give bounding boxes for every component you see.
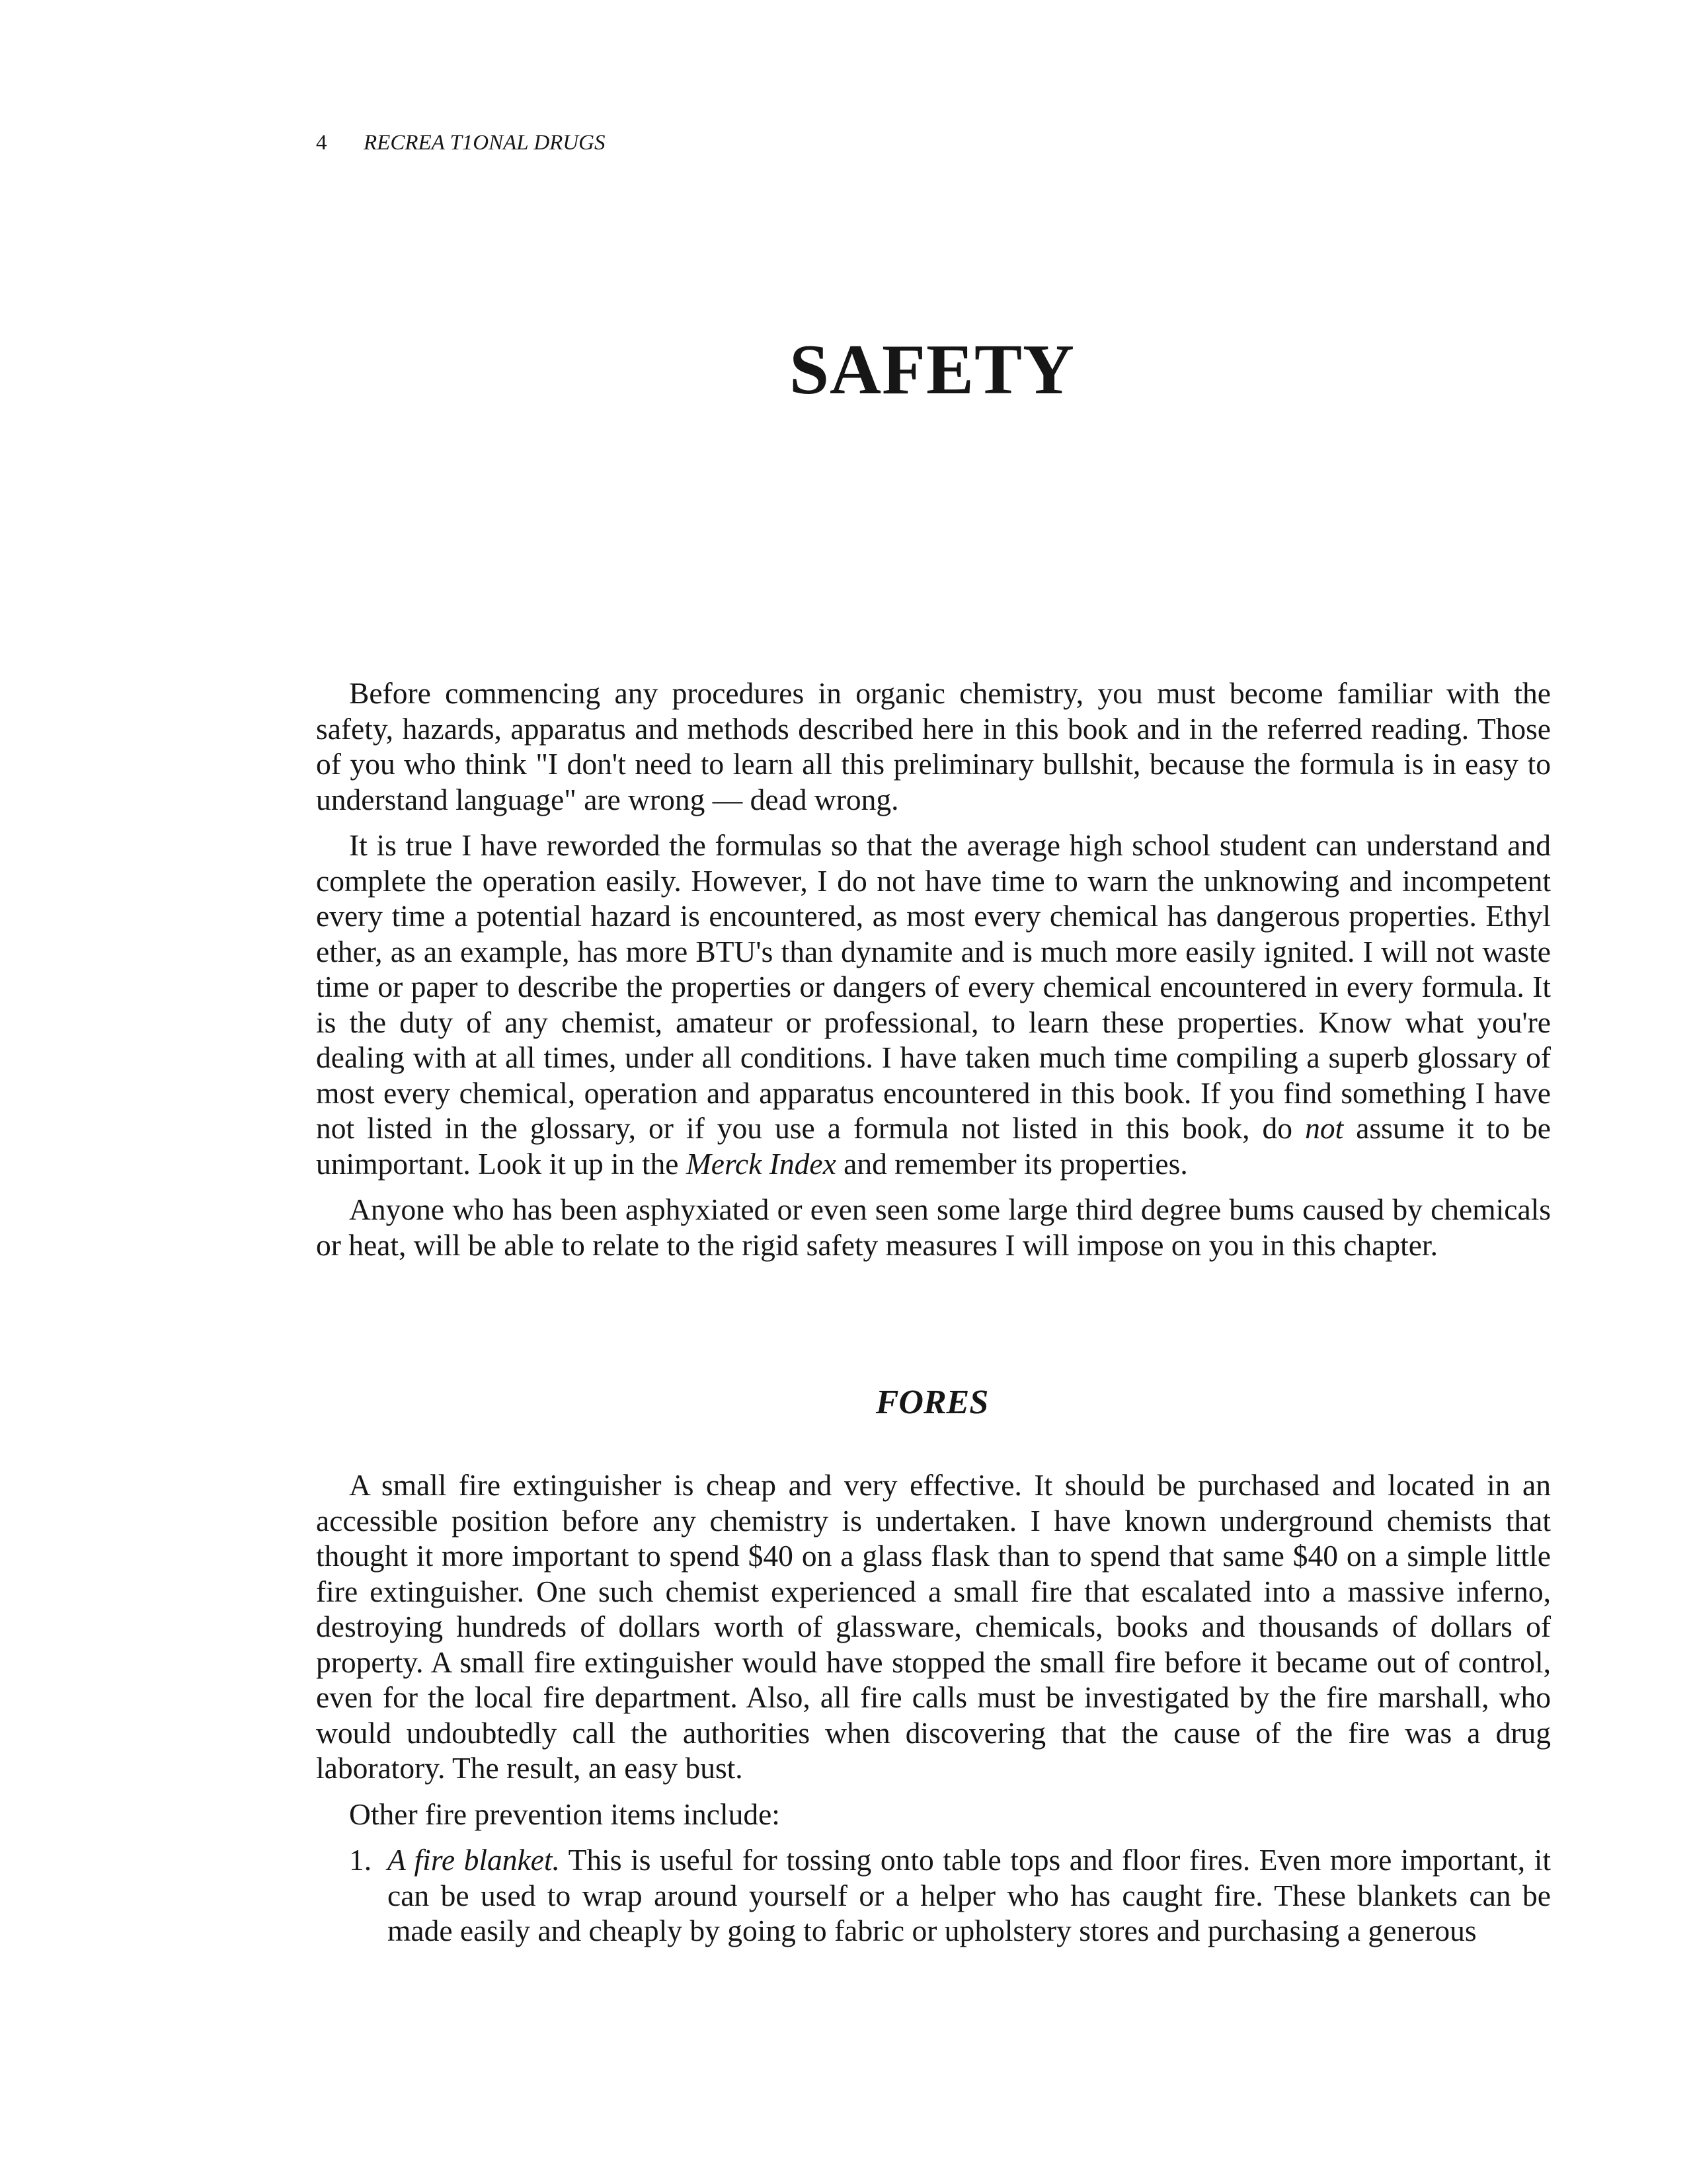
intro-paragraph-2: [316, 828, 1551, 1181]
chapter-title: SAFETY: [789, 331, 1076, 409]
fire-prevention-list: [316, 1842, 1551, 1949]
running-head: [316, 130, 605, 156]
intro-body: [316, 676, 1551, 1273]
fires-paragraph-2: Other fire prevention items include:: [349, 1797, 780, 1831]
intro-p2-part2: assume it to be unimportant. Look it up in the: [316, 1111, 1551, 1181]
fires-paragraph-1: A small fire extinguisher is cheap and very effective. It should be purchased and located in an accessible position before any chemistry is undertaken. I have known underground chemists that thought it more important to spend $40 on a glass flask than to spend that same $40 on a simple little fire extinguisher. One such chemist experienced a small fire that escalated into a massive inferno, destroying hundreds of dollars worth of glassware, chemicals, books and thousands of dollars of property. A small fire extinguisher would have stopped the small fire before it became out of control, even for the local fire department. Also, all fire calls must be investigated by the fire marshall, who would undoubtedly call the authorities when discovering that the cause of the fire was a drug laboratory. The result, an easy bust.: [316, 1468, 1551, 1785]
list-item-text: This is useful for tossing onto table tops and floor fires. Even more important, it can be used to wrap around yourself or a helper who has caught fire. These blankets can be made easily and cheaply by going to fabric or upholstery stores and purchasing a generous: [387, 1843, 1551, 1947]
section-heading-fires: FORES: [875, 1384, 989, 1421]
fires-body: [316, 1467, 1551, 1949]
intro-paragraph-3: Anyone who has been asphyxiated or even seen some large third degree bums caused by chemicals or heat, will be able to relate to the rigid safety measures I will impose on you in this chapter.: [316, 1192, 1551, 1262]
book-title: RECREA T1ONAL DRUGS: [364, 131, 606, 155]
list-item-title: A fire blanket.: [387, 1843, 560, 1877]
intro-p2-part1: It is true I have reworded the formulas so that the average high school student can understand and complete the operation easily. However, I do not have time to warn the unknowing and incompetent every time a potential hazard is encountered, as most every chemical has dangerous properties. Ethyl ether, as an example, has more BTU's than dynamite and is much more easily ignited. I will not waste time or paper to describe the properties or dangers of every chemical encountered in every formula. It is the duty of any chemist, amateur or professional, to learn these properties. Know what you're dealing with at all times, under all conditions. I have taken much time compiling a superb glossary of most every chemical, operation and apparatus encountered in this book. If you find something I have not listed in the glossary, or if you use a formula not listed in this book, do: [316, 828, 1551, 1145]
intro-paragraph-1: Before commencing any procedures in organic chemistry, you must become familiar with the safety, hazards, apparatus and methods described here in this book and in the referred reading. Those of you who think "I don't need to learn all this preliminary bullshit, because the formula is in easy to understand language" are wrong — dead wrong.: [316, 676, 1551, 816]
list-item-number: 1.: [349, 1843, 372, 1877]
emphasis-not: not: [1305, 1111, 1344, 1145]
merck-index-title: Merck Index: [686, 1146, 836, 1181]
list-item: [316, 1842, 1551, 1949]
page-number: 4: [316, 131, 327, 155]
intro-p2-part3: and remember its properties.: [836, 1146, 1188, 1181]
